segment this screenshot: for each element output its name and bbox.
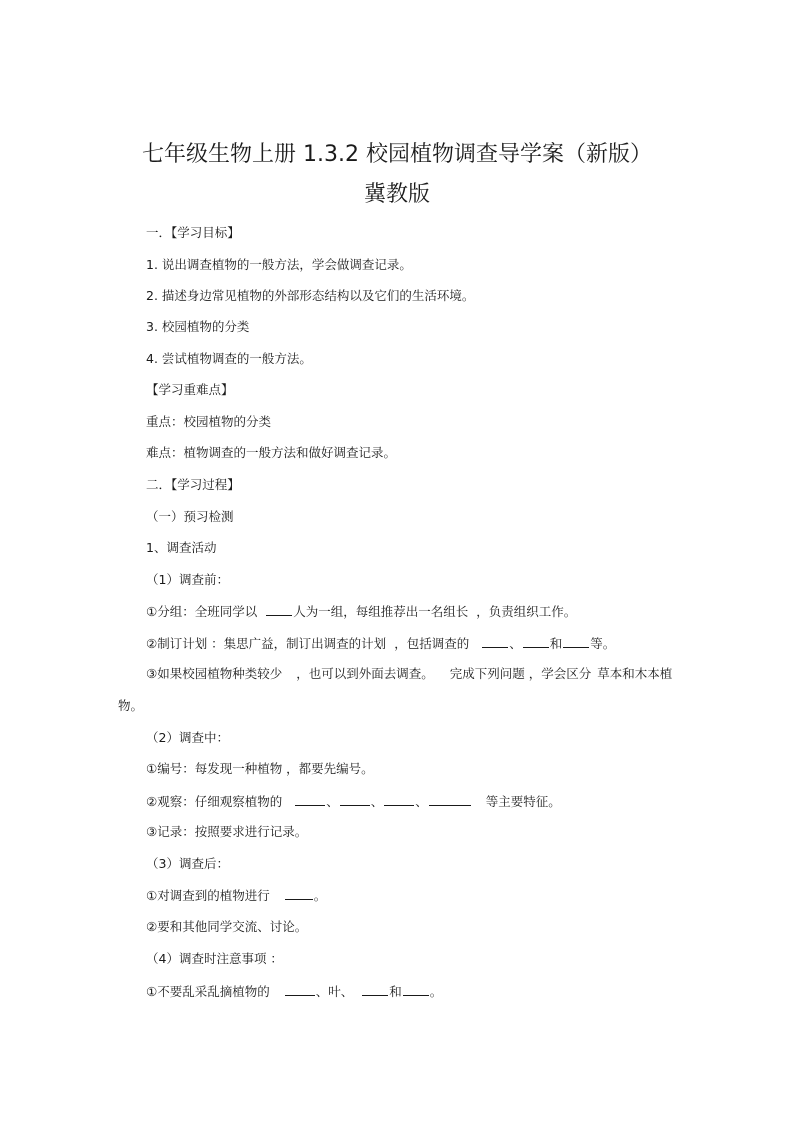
text: 。: [313, 888, 327, 903]
text: 、: [509, 636, 522, 651]
activity-heading: 1、调查活动: [146, 540, 217, 555]
text: ，也可以到外面去调查。: [296, 666, 434, 681]
text: ，包括调查的: [394, 636, 470, 651]
text: ，负责组织工作。: [476, 604, 577, 619]
fill-in-blank[interactable]: [266, 603, 292, 616]
fill-in-blank[interactable]: [403, 983, 429, 996]
text: ②观察：仔细观察植物的: [146, 794, 283, 809]
difficult-point: 难点：植物调查的一般方法和做好调查记录。: [146, 445, 397, 460]
text: 完成下列问题 ，学会区分: [449, 666, 592, 681]
text: 和: [389, 984, 402, 999]
before-item-outdoors: [146, 666, 672, 682]
after-item-discuss: ②要和其他同学交流、讨论。: [146, 919, 308, 934]
document-title-line1: 七年级生物上册 1.3.2 校园植物调查导学案（新版）: [142, 142, 652, 167]
objective-item: 3. 校园植物的分类: [146, 319, 250, 334]
during-item-observe: [146, 793, 561, 810]
text: ①不要乱采乱摘植物的: [146, 984, 270, 999]
document-title-line2: 冀教版: [363, 182, 430, 207]
text: ①对调查到的植物进行: [146, 888, 270, 903]
text: 和: [549, 636, 563, 651]
objective-item: 4. 尝试植物调查的一般方法。: [146, 351, 312, 366]
after-item-classify: [146, 887, 326, 904]
text: 等主要特征。: [485, 794, 561, 809]
text: 、叶、: [315, 984, 354, 999]
fill-in-blank[interactable]: [523, 635, 549, 648]
text: 、: [326, 794, 339, 809]
text: 、: [415, 794, 428, 809]
objectives-heading: 一．【学习目标】: [146, 225, 240, 240]
objective-item: 2. 描述身边常见植物的外部形态结构以及它们的生活环境。: [146, 288, 475, 303]
fill-in-blank[interactable]: [429, 793, 471, 806]
after-heading: （3）调查后：: [146, 856, 229, 871]
fill-in-blank[interactable]: [384, 793, 414, 806]
fill-in-blank[interactable]: [563, 635, 589, 648]
text: 等。: [590, 636, 616, 651]
fill-in-blank[interactable]: [340, 793, 370, 806]
key-difficult-heading: 【学习重难点】: [146, 382, 234, 397]
fill-in-blank[interactable]: [285, 887, 313, 900]
text: 。: [429, 984, 443, 999]
before-heading: （1）调查前：: [146, 572, 229, 587]
notes-heading: （4）调查时注意事项 ：: [146, 951, 283, 966]
fill-in-blank[interactable]: [482, 635, 508, 648]
process-heading: 二．【学习过程】: [146, 477, 240, 492]
text: 、: [370, 794, 384, 809]
before-item-outdoors-wrap: 物。: [118, 698, 144, 713]
before-item-plan: [146, 635, 615, 652]
key-point: 重点：校园植物的分类: [146, 414, 272, 429]
text: ③如果校园植物种类较少: [146, 666, 283, 681]
during-heading: （2）调查中：: [146, 730, 229, 745]
text: 人为一组，每组推荐出一名组长: [293, 604, 469, 619]
objective-item: 1. 说出调查植物的一般方法，学会做调查记录。: [146, 257, 412, 272]
fill-in-blank[interactable]: [285, 983, 315, 996]
before-item-grouping: [146, 603, 576, 620]
during-item-record: ③记录：按照要求进行记录。: [146, 824, 308, 839]
text: ①分组：全班同学以: [146, 604, 258, 619]
during-item-numbering: ①编号：每发现一种植物 ，都要先编号。: [146, 761, 374, 776]
preview-heading: （一）预习检测: [146, 509, 234, 524]
notes-item-no-picking: [146, 983, 442, 1000]
text: 草本和木本植: [597, 666, 673, 681]
text: ②制订计划 ：集思广益，制订出调查的计划: [146, 636, 387, 651]
fill-in-blank[interactable]: [295, 793, 325, 806]
fill-in-blank[interactable]: [362, 983, 388, 996]
